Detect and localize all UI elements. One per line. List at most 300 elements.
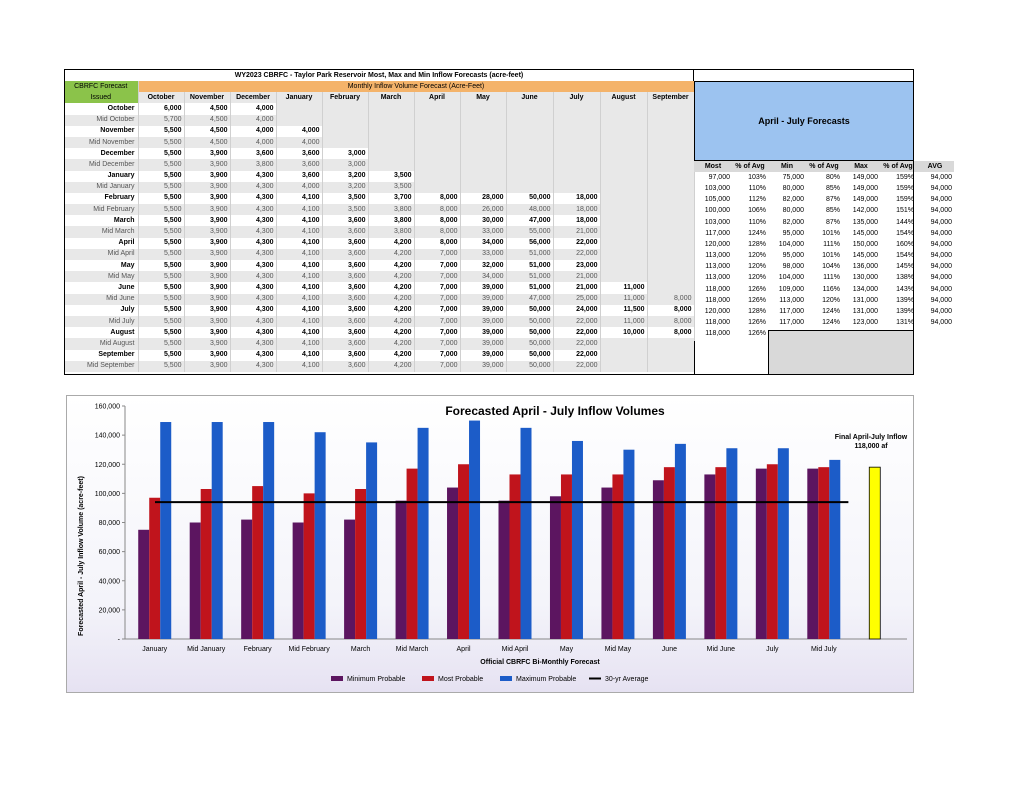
volume-cell: 18,000 [553, 215, 600, 226]
volume-cell [600, 238, 647, 249]
volume-cell: 26,000 [460, 204, 506, 215]
volume-cell: 3,900 [184, 282, 230, 293]
y-tick-label: 100,000 [94, 490, 120, 498]
volume-cell [414, 171, 460, 182]
table-row [64, 249, 694, 260]
summary-cell: 98,000 [782, 263, 804, 271]
bar-most-probable [715, 467, 726, 639]
volume-cell [647, 193, 694, 204]
issued-cell: March [64, 215, 138, 226]
volume-cell [600, 249, 647, 260]
volume-cell: 25,000 [553, 294, 600, 305]
volume-cell [647, 115, 694, 126]
volume-cell: 4,300 [230, 282, 276, 293]
summary-cell: 126% [748, 330, 766, 338]
volume-cell: 51,000 [506, 271, 553, 282]
issued-cell: Mid September [64, 361, 138, 372]
bar-most-probable [252, 486, 263, 639]
volume-cell: 5,500 [138, 260, 184, 271]
summary-row [694, 195, 954, 206]
volume-cell: 4,200 [368, 338, 414, 349]
legend-label: Minimum Probable [347, 676, 406, 683]
table-row [64, 271, 694, 282]
volume-cell: 7,000 [414, 260, 460, 271]
volume-cell [368, 126, 414, 137]
summary-cell: 136,000 [852, 263, 878, 271]
bar-maximum-probable [521, 428, 532, 639]
summary-cell: 145% [896, 263, 914, 271]
bar-minimum-probable [138, 530, 149, 639]
summary-row [694, 318, 954, 329]
issued-cell: June [64, 282, 138, 293]
bar-most-probable [149, 498, 160, 639]
summary-cell: 85% [825, 184, 840, 192]
month-header: October [138, 92, 184, 103]
volume-cell: 3,600 [322, 271, 368, 282]
summary-title-box [694, 81, 914, 161]
volume-cell: 3,900 [184, 294, 230, 305]
volume-cell [506, 115, 553, 126]
volume-cell: 8,000 [414, 215, 460, 226]
volume-cell [600, 148, 647, 159]
volume-cell [647, 215, 694, 226]
y-tick-label: 40,000 [98, 578, 120, 586]
volume-cell: 5,700 [138, 115, 184, 126]
volume-cell: 8,000 [647, 327, 694, 338]
summary-cell: 149,000 [852, 184, 878, 192]
bar-most-probable [510, 474, 521, 639]
summary-cell: 100,000 [704, 207, 730, 215]
summary-cell: 103,000 [704, 218, 730, 226]
summary-cell: 82,000 [782, 196, 804, 204]
volume-cell [368, 159, 414, 170]
volume-cell [368, 137, 414, 148]
volume-cell [414, 103, 460, 114]
volume-cell [647, 238, 694, 249]
final-inflow-label: Final April-July Inflow [834, 434, 908, 441]
volume-cell: 6,000 [138, 103, 184, 114]
volume-cell [553, 103, 600, 114]
month-header: December [230, 92, 276, 103]
volume-cell: 4,300 [230, 350, 276, 361]
month-header: January [276, 92, 322, 103]
volume-cell: 3,600 [322, 327, 368, 338]
bar-most-probable [407, 469, 418, 639]
volume-cell: 7,000 [414, 316, 460, 327]
x-tick-label: Mid July [810, 646, 837, 653]
volume-cell [368, 103, 414, 114]
month-header: May [460, 92, 506, 103]
volume-cell [368, 115, 414, 126]
volume-cell [553, 137, 600, 148]
x-tick-label: Mid March [395, 646, 429, 653]
x-tick-label: January [142, 646, 168, 653]
volume-cell [414, 126, 460, 137]
bar-most-probable [664, 467, 675, 639]
volume-cell: 3,600 [322, 350, 368, 361]
volume-cell: 4,300 [230, 182, 276, 193]
issued-cell: July [64, 305, 138, 316]
volume-cell: 5,500 [138, 171, 184, 182]
issued-cell: January [64, 171, 138, 182]
volume-cell [460, 115, 506, 126]
month-header: September [647, 92, 694, 103]
volume-cell [506, 103, 553, 114]
summary-cell: 105,000 [704, 196, 730, 204]
volume-header: Monthly Inflow Volume Forecast (Acre-Feet) [138, 81, 694, 92]
summary-cell: 95,000 [782, 252, 804, 260]
summary-cell: 149,000 [852, 196, 878, 204]
volume-cell [600, 137, 647, 148]
summary-cell: 126% [748, 296, 766, 304]
volume-cell: 4,300 [230, 204, 276, 215]
month-header: April [414, 92, 460, 103]
summary-cell: 118,000 [705, 296, 730, 304]
volume-cell: 11,000 [600, 316, 647, 327]
final-inflow-value: 118,000 af [854, 443, 888, 450]
summary-cell: 95,000 [782, 229, 804, 237]
summary-cell: 131% [896, 319, 914, 327]
bar-maximum-probable [778, 448, 789, 639]
summary-cell: 94,000 [930, 184, 952, 192]
volume-cell [553, 148, 600, 159]
volume-cell: 4,200 [368, 305, 414, 316]
volume-cell: 4,100 [276, 204, 322, 215]
volume-cell: 21,000 [553, 271, 600, 282]
volume-cell: 4,200 [368, 294, 414, 305]
volume-cell [414, 115, 460, 126]
volume-cell: 3,600 [322, 361, 368, 372]
x-tick-label: Mid June [706, 646, 736, 653]
volume-cell: 5,500 [138, 282, 184, 293]
table-row [64, 294, 694, 305]
volume-cell [414, 182, 460, 193]
summary-cell: 126% [748, 285, 766, 293]
summary-cell: 142,000 [852, 207, 878, 215]
table-row [64, 115, 694, 126]
y-tick-label: 160,000 [94, 403, 120, 411]
summary-cell: 139% [896, 308, 914, 316]
y-tick-label: 140,000 [94, 432, 120, 440]
volume-cell: 7,000 [414, 338, 460, 349]
volume-cell: 5,500 [138, 148, 184, 159]
volume-cell: 4,200 [368, 249, 414, 260]
bar-minimum-probable [293, 523, 304, 640]
volume-cell: 22,000 [553, 361, 600, 372]
volume-cell: 4,200 [368, 238, 414, 249]
x-tick-label: Mid April [501, 646, 529, 653]
summary-cell: 82,000 [782, 218, 804, 226]
volume-cell: 4,000 [276, 137, 322, 148]
issued-cell: February [64, 193, 138, 204]
volume-cell: 4,100 [276, 260, 322, 271]
y-tick-label: 60,000 [98, 549, 120, 557]
volume-cell: 7,000 [414, 361, 460, 372]
summary-cell: 139% [896, 296, 914, 304]
summary-cell: 94,000 [930, 252, 952, 260]
volume-cell: 51,000 [506, 282, 553, 293]
chart-panel [66, 395, 914, 693]
bar-maximum-probable [469, 421, 480, 639]
volume-cell: 50,000 [506, 350, 553, 361]
volume-cell: 4,300 [230, 238, 276, 249]
volume-cell: 3,600 [322, 294, 368, 305]
bar-most-probable [355, 489, 366, 639]
table-row [64, 215, 694, 226]
bar-minimum-probable [344, 520, 355, 639]
summary-cell: 130,000 [852, 274, 878, 282]
summary-header: % of Avg [732, 161, 768, 172]
summary-cell: 113,000 [705, 274, 730, 282]
volume-cell: 39,000 [460, 361, 506, 372]
summary-cell: 117,000 [779, 308, 804, 316]
volume-cell [414, 137, 460, 148]
volume-cell: 4,100 [276, 327, 322, 338]
legend-label: 30-yr Average [605, 676, 649, 683]
volume-cell [600, 204, 647, 215]
volume-cell: 5,500 [138, 271, 184, 282]
issued-cell: Mid December [64, 159, 138, 170]
summary-cell: 159% [896, 173, 914, 181]
volume-cell: 51,000 [506, 260, 553, 271]
volume-cell: 4,200 [368, 282, 414, 293]
volume-cell: 24,000 [553, 305, 600, 316]
volume-cell [460, 137, 506, 148]
bar-maximum-probable [726, 448, 737, 639]
summary-cell: 120% [748, 252, 766, 260]
summary-cell: 118,000 [705, 330, 730, 338]
bar-most-probable [304, 493, 315, 639]
volume-cell: 5,500 [138, 182, 184, 193]
summary-cell: 104,000 [778, 274, 804, 282]
volume-cell: 3,900 [184, 159, 230, 170]
volume-cell [322, 115, 368, 126]
volume-cell: 7,000 [414, 350, 460, 361]
volume-cell: 5,500 [138, 215, 184, 226]
summary-cell: 159% [896, 184, 914, 192]
volume-cell: 7,000 [414, 327, 460, 338]
volume-cell [647, 171, 694, 182]
volume-cell [600, 182, 647, 193]
volume-cell: 22,000 [553, 238, 600, 249]
table-row [64, 338, 694, 349]
volume-cell: 33,000 [460, 226, 506, 237]
volume-cell: 30,000 [460, 215, 506, 226]
bar-most-probable [201, 489, 212, 639]
volume-cell: 3,900 [184, 271, 230, 282]
summary-cell: 94,000 [930, 218, 952, 226]
volume-cell: 8,000 [647, 294, 694, 305]
summary-row [694, 262, 954, 273]
volume-cell: 4,300 [230, 316, 276, 327]
volume-cell [600, 271, 647, 282]
legend-label: Maximum Probable [516, 676, 577, 683]
x-tick-label: February [243, 646, 272, 653]
volume-cell [600, 361, 647, 372]
volume-cell: 3,600 [322, 238, 368, 249]
table-row [64, 316, 694, 327]
volume-cell [460, 148, 506, 159]
volume-cell: 3,600 [230, 148, 276, 159]
issued-header-1: CBRFC Forecast [64, 81, 138, 92]
volume-cell: 39,000 [460, 338, 506, 349]
x-tick-label: May [559, 646, 574, 653]
volume-cell [600, 260, 647, 271]
summary-cell: 124% [822, 308, 840, 316]
volume-cell: 39,000 [460, 316, 506, 327]
volume-cell [647, 204, 694, 215]
volume-cell: 32,000 [460, 260, 506, 271]
volume-cell: 4,100 [276, 316, 322, 327]
summary-row [694, 228, 954, 239]
volume-cell: 8,000 [414, 204, 460, 215]
volume-cell [506, 126, 553, 137]
volume-cell [322, 126, 368, 137]
bar-most-probable [612, 474, 623, 639]
volume-cell [600, 226, 647, 237]
volume-cell: 4,100 [276, 282, 322, 293]
y-tick-label: - [117, 636, 120, 644]
summary-cell: 131,000 [852, 296, 878, 304]
summary-cell: 87% [825, 218, 840, 226]
volume-cell [600, 215, 647, 226]
summary-cell: 134,000 [852, 285, 878, 293]
volume-cell: 4,100 [276, 238, 322, 249]
volume-cell [414, 148, 460, 159]
volume-cell: 4,100 [276, 338, 322, 349]
volume-cell: 4,300 [230, 260, 276, 271]
month-header: February [322, 92, 368, 103]
volume-cell: 39,000 [460, 282, 506, 293]
volume-cell [647, 182, 694, 193]
volume-cell: 5,500 [138, 294, 184, 305]
bar-minimum-probable [447, 488, 458, 639]
summary-cell: 104% [822, 263, 840, 271]
volume-cell: 3,900 [184, 238, 230, 249]
summary-cell: 75,000 [782, 173, 804, 181]
bar-minimum-probable [396, 501, 407, 639]
table-row [64, 361, 694, 372]
volume-cell: 4,100 [276, 249, 322, 260]
volume-cell [600, 115, 647, 126]
issued-cell: Mid May [64, 271, 138, 282]
volume-cell [460, 103, 506, 114]
volume-cell: 4,200 [368, 327, 414, 338]
legend-swatch [331, 676, 343, 681]
volume-cell: 4,100 [276, 193, 322, 204]
summary-cell: 101% [822, 229, 840, 237]
volume-cell: 5,500 [138, 193, 184, 204]
table-row [64, 171, 694, 182]
summary-row [694, 295, 954, 306]
x-tick-label: April [456, 646, 471, 653]
volume-cell: 4,200 [368, 350, 414, 361]
volume-cell: 5,500 [138, 238, 184, 249]
volume-cell: 3,900 [184, 350, 230, 361]
volume-cell: 3,900 [184, 249, 230, 260]
summary-header: AVG [916, 161, 954, 172]
volume-cell [460, 171, 506, 182]
volume-cell: 22,000 [553, 338, 600, 349]
volume-cell: 3,600 [322, 260, 368, 271]
issued-cell: Mid August [64, 338, 138, 349]
bar-maximum-probable [829, 460, 840, 639]
issued-cell: Mid March [64, 226, 138, 237]
summary-row [694, 284, 954, 295]
summary-cell: 113,000 [779, 296, 804, 304]
volume-cell [506, 171, 553, 182]
volume-cell: 8,000 [647, 316, 694, 327]
summary-row [694, 251, 954, 262]
table-row [64, 305, 694, 316]
volume-cell: 33,000 [460, 249, 506, 260]
volume-cell: 3,600 [322, 282, 368, 293]
volume-cell: 4,100 [276, 361, 322, 372]
volume-cell: 4,300 [230, 215, 276, 226]
final-inflow-bar [869, 467, 880, 639]
summary-cell: 145,000 [852, 252, 878, 260]
summary-cell: 145,000 [852, 229, 878, 237]
summary-cell: 85% [825, 207, 840, 215]
summary-cell: 116% [822, 285, 840, 293]
summary-cell: 131,000 [852, 308, 878, 316]
volume-cell: 47,000 [506, 294, 553, 305]
summary-cell: 159% [896, 196, 914, 204]
volume-cell [647, 350, 694, 361]
volume-cell [600, 159, 647, 170]
volume-cell [600, 126, 647, 137]
volume-cell: 28,000 [460, 193, 506, 204]
volume-cell: 4,300 [230, 271, 276, 282]
summary-row [694, 306, 954, 317]
volume-cell: 4,200 [368, 271, 414, 282]
chart-bars [138, 421, 880, 639]
volume-cell: 3,600 [322, 316, 368, 327]
summary-cell: 110% [748, 184, 766, 192]
issued-cell: October [64, 103, 138, 114]
volume-cell: 3,900 [184, 226, 230, 237]
volume-cell: 4,500 [184, 103, 230, 114]
volume-cell: 3,600 [322, 338, 368, 349]
summary-cell: 80% [825, 173, 840, 181]
volume-cell: 39,000 [460, 327, 506, 338]
volume-cell: 3,900 [184, 316, 230, 327]
volume-cell: 3,700 [368, 193, 414, 204]
volume-cell: 3,900 [184, 327, 230, 338]
issued-cell: Mid January [64, 182, 138, 193]
summary-header: Most [694, 161, 732, 172]
volume-cell: 4,200 [368, 260, 414, 271]
y-tick-label: 80,000 [98, 520, 120, 527]
volume-cell: 4,100 [276, 294, 322, 305]
volume-cell: 3,900 [184, 171, 230, 182]
volume-cell: 7,000 [414, 249, 460, 260]
summary-cell: 123,000 [852, 319, 878, 327]
volume-cell [600, 103, 647, 114]
volume-cell [276, 103, 322, 114]
volume-cell: 3,800 [368, 226, 414, 237]
volume-cell [647, 137, 694, 148]
volume-cell: 11,000 [600, 282, 647, 293]
summary-cell: 94,000 [930, 229, 952, 237]
volume-cell: 3,900 [184, 182, 230, 193]
table-row [64, 103, 694, 114]
volume-cell: 5,500 [138, 350, 184, 361]
month-header: August [600, 92, 647, 103]
summary-row [694, 239, 954, 250]
volume-cell: 4,300 [230, 249, 276, 260]
summary-filler [768, 330, 914, 375]
